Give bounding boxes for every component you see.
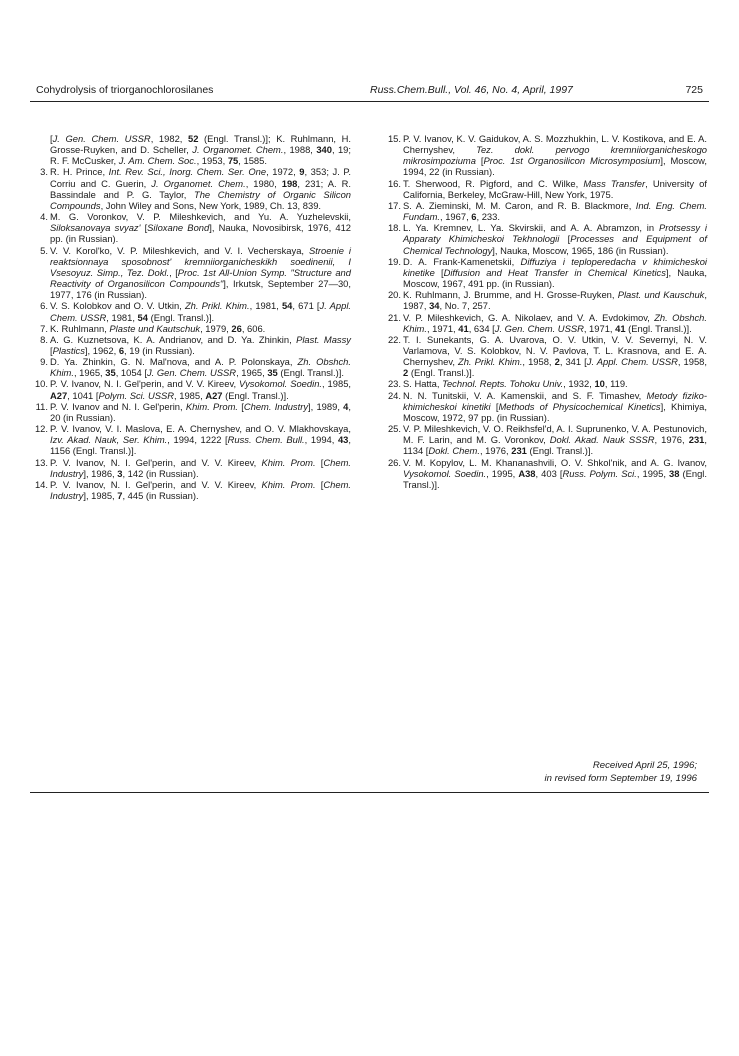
reference-text: T. Sherwood, R. Pigford, and C. Wilke, Mass Transfer, University of California, Berkeley, McGraw-Hill, New York, 1975. [403,177,707,200]
reference-number: 6. [40,300,48,312]
reference-item [32,457,351,479]
reference-text: T. I. Sunekants, G. A. Uvarova, O. V. Utkin, V. V. Severnyi, N. V. Varlamova, V. S. Kolobkov, N. V. Pavlova, T. L. Krasnova, and E. A. Chernyshev, Zh. Prikl. Khim., 1958, 2, 341 [J. Appl. Chem. USSR, 1958, 2 (Engl. Transl.)]. [403,333,708,379]
reference-text: K. Ruhlmann, J. Brumme, and H. Grosse-Ruyken, Plast. und Kauschuk, 1987, 34, No. 7, 257. [403,289,707,312]
reference-item [385,423,707,456]
reference-item [385,289,707,311]
reference-text: M. G. Voronkov, V. P. Mileshkevich, and Yu. A. Yuzhelevskii, Siloksanovaya svyaz' [Siloxane Bond], Nauka, Novosibirsk, 1976, 412 pp. (in Russian). [50,211,351,245]
reference-item [32,133,351,166]
running-title: Cohydrolysis of triorganochlorosilanes [36,84,214,96]
reference-text: A. G. Kuznetsova, K. A. Andrianov, and D. Ya. Zhinkin, Plast. Massy [Plastics], 1962, 6, 19 (in Russian). [50,333,351,356]
reference-number: 3. [40,166,48,178]
reference-text: V. P. Mileshkevich, G. A. Nikolaev, and V. A. Evdokimov, Zh. Obshch. Khim., 1971, 41, 634 [J. Gen. Chem. USSR, 1971, 41 (Engl. Transl.)]. [403,311,707,334]
page-number: 725 [685,84,703,96]
reference-number: 15. [387,133,401,144]
reference-item [32,245,351,301]
reference-item [32,323,351,334]
reference-item [385,334,707,379]
reference-number: 16. [387,177,401,189]
reference-text: V. M. Kopylov, L. M. Khananashvili, O. V. Shkol'nik, and A. G. Ivanov, Vysokomol. Soedin., 1995, A38, 403 [Russ. Polym. Sci., 1995, 38 (Engl. Transl.)]. [403,456,707,490]
reference-item [385,457,707,490]
reference-number: 7. [40,322,48,334]
reference-number: 11. [35,400,48,412]
reference-item [32,166,351,211]
reference-number: 4. [40,211,48,223]
reference-text: [J. Gen. Chem. USSR, 1982, 52 (Engl. Transl.)]; K. Ruhlmann, H. Grosse-Ruyken, and D. Scheller, J. Organomet. Chem., 1988, 340, 19; R. F. McCusker, J. Am. Chem. Soc., 1953, 75, 1585. [50,133,351,167]
reference-item [385,256,707,289]
reference-number: 21. [387,311,401,323]
footer-rule [30,792,709,793]
reference-text: P. V. Ivanov, N. I. Gel'perin, and V. V. Kireev, Vysokomol. Soedin., 1985, A27, 1041 [Polym. Sci. USSR, 1985, A27 (Engl. Transl.)]. [50,378,352,401]
reference-text: P. V. Ivanov, V. I. Maslova, E. A. Chernyshev, and O. V. Mlakhovskaya, Izv. Akad. Nauk, Ser. Khim., 1994, 1222 [Russ. Chem. Bull., 1994, 43, 1156 (Engl. Transl.)]. [50,423,352,457]
reference-number: 13. [34,456,48,468]
reference-item [32,211,351,244]
reference-text: P. V. Ivanov and N. I. Gel'perin, Khim. Prom. [Chem. Industry], 1989, 4, 20 (in Russian). [50,400,351,423]
reference-number: 10. [34,378,48,390]
reference-text: V. P. Mileshkevich, V. O. Reikhsfel'd, A. I. Suprunenko, V. A. Pestunovich, M. F. Larin, and M. G. Voronkov, Dokl. Akad. Nauk SSSR, 1976, 231, 1134 [Dokl. Chem., 1976, 231 (Engl. Transl.)]. [403,423,707,457]
reference-item [385,312,707,334]
reference-number: 26. [387,456,401,468]
reference-number: 20. [387,289,401,301]
reference-text: P. V. Ivanov, N. I. Gel'perin, and V. V. Kireev, Khim. Prom. [Chem. Industry], 1986, 3, 142 (in Russian). [50,456,352,479]
reference-text: V. S. Kolobkov and O. V. Utkin, Zh. Prikl. Khim., 1981, 54, 671 [J. Appl. Chem. USSR, 1981, 54 (Engl. Transl.)]. [50,300,352,323]
revised-date: in revised form September 19, 1996 [544,773,697,784]
reference-text: K. Ruhlmann, Plaste und Kautschuk, 1979, 26, 606. [50,322,266,334]
references-column-right [385,133,707,490]
reference-item [385,378,707,389]
reference-item [32,356,351,378]
reference-number: 12. [34,423,48,435]
header-rule [30,101,709,102]
reference-number: 19. [387,255,401,267]
reference-item [385,133,707,178]
reference-number: 5. [40,244,48,256]
journal-citation: Russ.Chem.Bull., Vol. 46, No. 4, April, 1997 [370,84,573,96]
reference-text: L. Ya. Kremnev, L. Ya. Skvirskii, and A. A. Abramzon, in Protsessy i Apparaty Khimicheskoi Tekhnologii [Processes and Equipment of Chemical Technology], Nauka, Moscow, 1965, 186 (in Russian). [403,222,708,256]
references-column-left [32,133,351,501]
reference-item [32,378,351,400]
reference-number: 8. [40,333,48,345]
reference-item [385,178,707,200]
reference-text: S. A. Zieminski, M. M. Caron, and R. B. Blackmore, Ind. Eng. Chem. Fundam., 1967, 6, 233. [403,199,707,223]
reference-text: D. Ya. Zhinkin, G. N. Mal'nova, and A. P. Polonskaya, Zh. Obshch. Khim., 1965, 35, 1054 [J. Gen. Chem. USSR, 1965, 35 (Engl. Transl.)]. [50,356,351,379]
reference-item [32,479,351,501]
reference-text: P. V. Ivanov, N. I. Gel'perin, and V. V. Kireev, Khim. Prom. [Chem. Industry], 1985, 7, 445 (in Russian). [50,478,352,501]
received-date: Received April 25, 1996; [592,760,697,771]
reference-text: S. Hatta, Technol. Repts. Tohoku Univ., 1932, 10, 119. [403,378,628,390]
reference-number: 23. [387,378,401,390]
reference-item [32,300,351,322]
reference-text: N. N. Tunitskii, V. A. Kamenskii, and S. F. Timashev, Metody fiziko-khimicheskoi kinetiki [Methods of Physicochemical Kinetics], Khimiya, Moscow, 1972, 97 pp. (in Russian). [403,389,707,423]
reference-item [385,390,707,423]
reference-item [385,200,707,222]
reference-text: P. V. Ivanov, K. V. Gaidukov, A. S. Mozzhukhin, L. V. Kostikova, and E. A. Chernyshev, Tez. dokl. pervogo kremniiorganicheskogo mikrosimpoziuma [Proc. 1st Organosilicon Microsymposium], Moscow, 1994, 22 (in Russian). [403,133,707,178]
received-dates [544,759,697,785]
reference-text: R. H. Prince, Int. Rev. Sci., Inorg. Chem. Ser. One, 1972, 9, 353; J. P. Corriu and C. Guerin, J. Organomet. Chem., 1980, 198, 231; A. R. Bassindale and P. G. Taylor, The Chemistry of Organic Silicon Compounds, John Wiley and Sons, New York, 1989, Ch. 13, 839. [50,166,352,211]
reference-number: 25. [387,423,401,435]
reference-text: V. V. Korol'ko, V. P. Mileshkevich, and V. I. Vecherskaya, Stroenie i reaktsionnaya sposobnost' kremniiorganicheskikh soedinenii, I Vsesoyuz. Simp., Tez. Dokl., [Proc. 1st All-Union Symp. "Structure and Reactivity of Organosilicon Compounds"], Irkutsk, September 27—30, 1977, 176 (in Russian). [50,244,351,301]
reference-number: 9. [40,356,48,368]
reference-number: 18. [387,222,401,234]
reference-number: 17. [387,199,401,211]
reference-item [32,401,351,423]
reference-text: D. A. Frank-Kamenetskii, Diffuziya i teploperedacha v khimicheskoi kinetike [Diffusion and Heat Transfer in Chemical Kinetics], Nauka, Moscow, 1967, 491 pp. (in Russian). [403,255,707,290]
reference-number: 14. [34,478,48,490]
reference-number: 22. [387,333,401,345]
reference-item [32,423,351,456]
reference-item [32,334,351,356]
reference-number: 24. [387,389,401,401]
reference-item [385,222,707,255]
